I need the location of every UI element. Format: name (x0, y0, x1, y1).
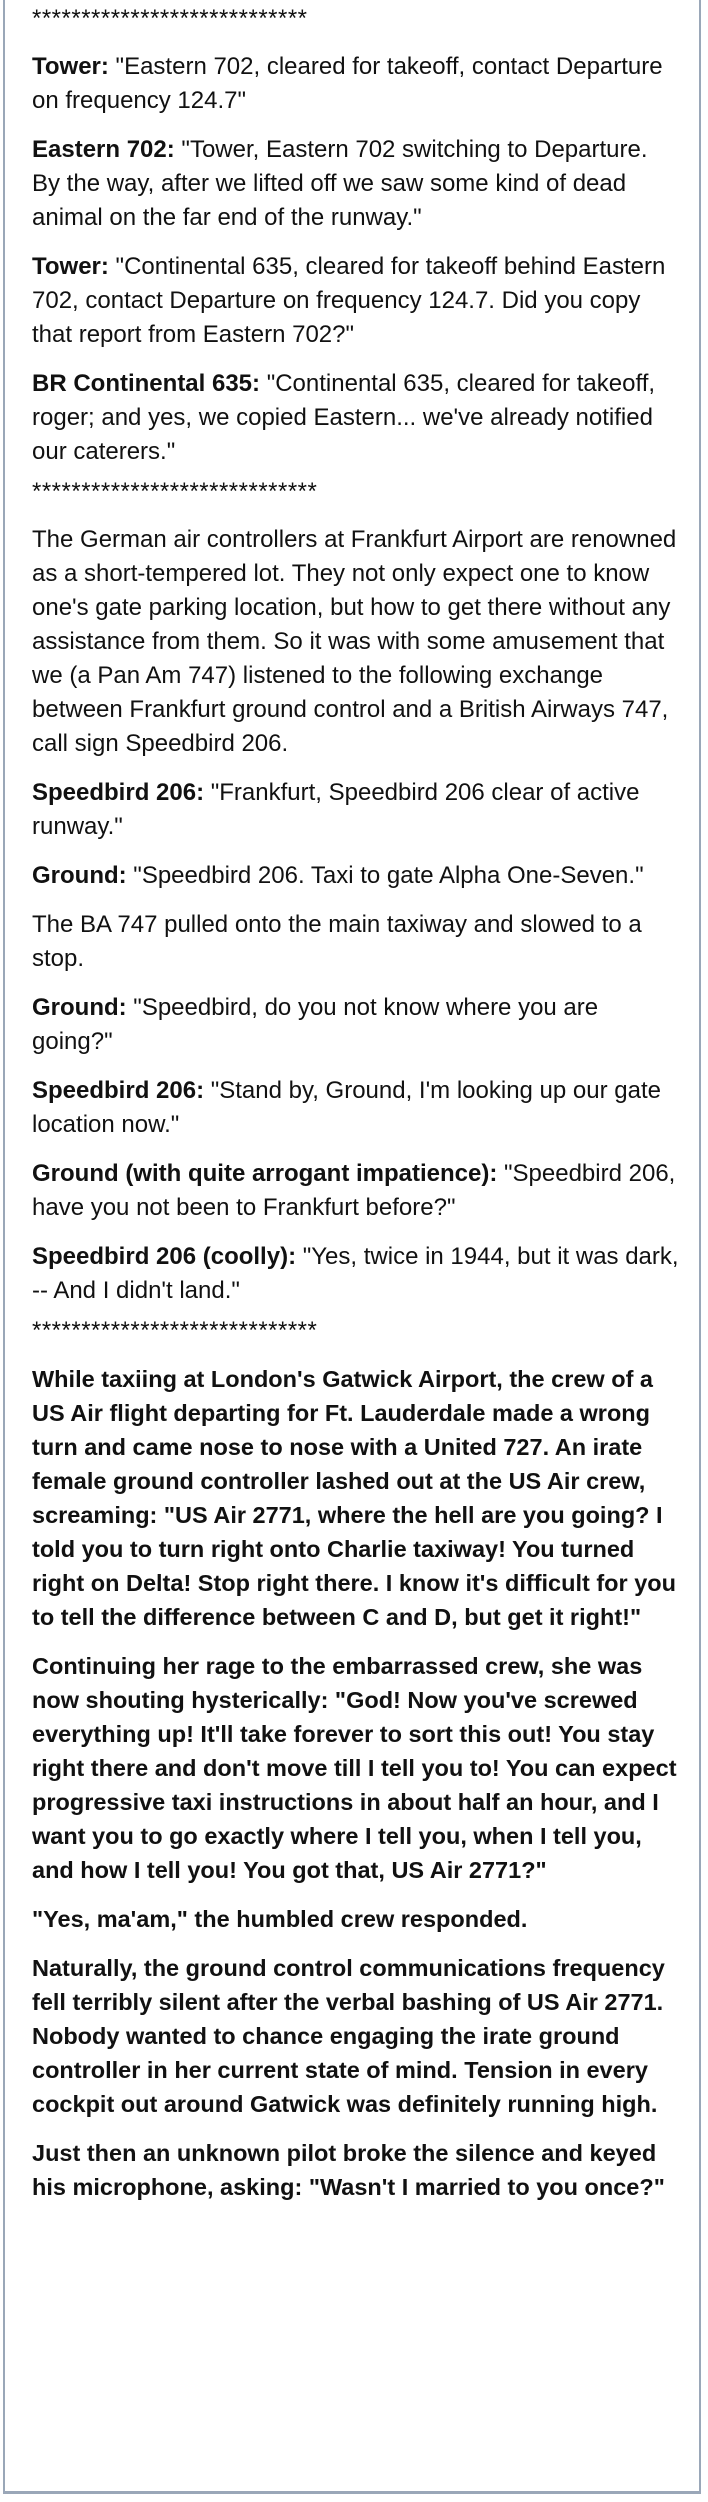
speaker-label: BR Continental 635: (32, 370, 261, 397)
dialogue-text: "Speedbird 206. Taxi to gate Alpha One-Seven." (126, 862, 644, 889)
dialogue-text: "Eastern 702, cleared for takeoff, contact Departure on frequency 124.7" (32, 53, 663, 114)
dialogue-line (32, 1240, 682, 1308)
dialogue-line (32, 991, 682, 1059)
speaker-label: Ground: (32, 862, 127, 889)
dialogue-text: "Speedbird, do you not know where you are going?" (32, 994, 599, 1055)
page-frame (3, 0, 701, 2494)
dialogue-line (32, 50, 682, 118)
dialogue-text: "Frankfurt, Speedbird 206 clear of active runway." (32, 779, 640, 840)
dialogue-line (32, 1074, 682, 1142)
dialogue-text: "Stand by, Ground, I'm looking up our gate location now." (32, 1077, 661, 1138)
speaker-label: Eastern 702: (32, 136, 175, 163)
dialogue-line (32, 859, 682, 893)
dialogue-text: "Continental 635, cleared for takeoff, roger; and yes, we copied Eastern... we've already notified our caterers." (32, 370, 656, 465)
speaker-label: Ground (with quite arrogant impatience): (32, 1160, 498, 1187)
story-paragraph: "Yes, ma'am," the humbled crew responded. (32, 1906, 528, 1932)
story-paragraph: Naturally, the ground control communications frequency fell terribly silent after the verbal bashing of US Air 2771. Nobody wanted to chance engaging the irate ground controller in her current state of mind. Tension in every cockpit out around Gatwick was definitely running high. (32, 1955, 665, 2117)
dialogue-text: "Yes, twice in 1944, but it was dark, -- And I didn't land." (32, 1243, 679, 1304)
dialogue-line (32, 133, 682, 235)
speaker-label: Tower: (32, 53, 109, 80)
dialogue-text: "Tower, Eastern 702 switching to Departure. By the way, after we lifted off we saw some kind of dead animal on the far end of the runway." (32, 136, 648, 231)
story-paragraph: Just then an unknown pilot broke the silence and keyed his microphone, asking: "Wasn't I married to you once?" (32, 2140, 665, 2200)
document-body (32, 2, 682, 2219)
separator-1: **************************** (32, 5, 308, 32)
dialogue-text: "Continental 635, cleared for takeoff behind Eastern 702, contact Departure on frequency 124.7. Did you copy that report from Eastern 702?" (32, 253, 666, 348)
story-paragraph: While taxiing at London's Gatwick Airport, the crew of a US Air flight departing for Ft. Lauderdale made a wrong turn and came nose to nose with a United 727. An irate female ground controller lashed out at the US Air crew, screaming: "US Air 2771, where the hell are you going? I told you to turn right onto Charlie taxiway! You turned right on Delta! Stop right there. I know it's difficult for you to tell the difference between C and D, but get it right!" (32, 1366, 676, 1630)
speaker-label: Ground: (32, 994, 127, 1021)
narration: The BA 747 pulled onto the main taxiway and slowed to a stop. (32, 911, 642, 972)
speaker-label: Tower: (32, 253, 109, 280)
dialogue-text: "Speedbird 206, have you not been to Frankfurt before?" (32, 1160, 676, 1221)
speaker-label: Speedbird 206: (32, 1077, 205, 1104)
speaker-label: Speedbird 206: (32, 779, 205, 806)
story-paragraph: Continuing her rage to the embarrassed crew, she was now shouting hysterically: "God! Now you've screwed everything up! It'll take forever to sort this out! You stay right there and don't move till I tell you to! You can expect progressive taxi instructions in about half an hour, and I want you to go exactly where I tell you, when I tell you, and how I tell you! You got that, US Air 2771?" (32, 1653, 677, 1883)
separator-3: ***************************** (32, 1317, 318, 1344)
dialogue-line (32, 1157, 682, 1225)
story-intro: The German air controllers at Frankfurt Airport are renowned as a short-tempered lot. They not only expect one to know one's gate parking location, but how to get there without any assistance from them. So it was with some amusement that we (a Pan Am 747) listened to the following exchange between Frankfurt ground control and a British Airways 747, call sign Speedbird 206. (32, 526, 677, 757)
separator-2: ***************************** (32, 478, 318, 505)
dialogue-line (32, 776, 682, 844)
speaker-label: Speedbird 206 (coolly): (32, 1243, 297, 1270)
dialogue-line (32, 250, 682, 352)
dialogue-line (32, 367, 682, 469)
